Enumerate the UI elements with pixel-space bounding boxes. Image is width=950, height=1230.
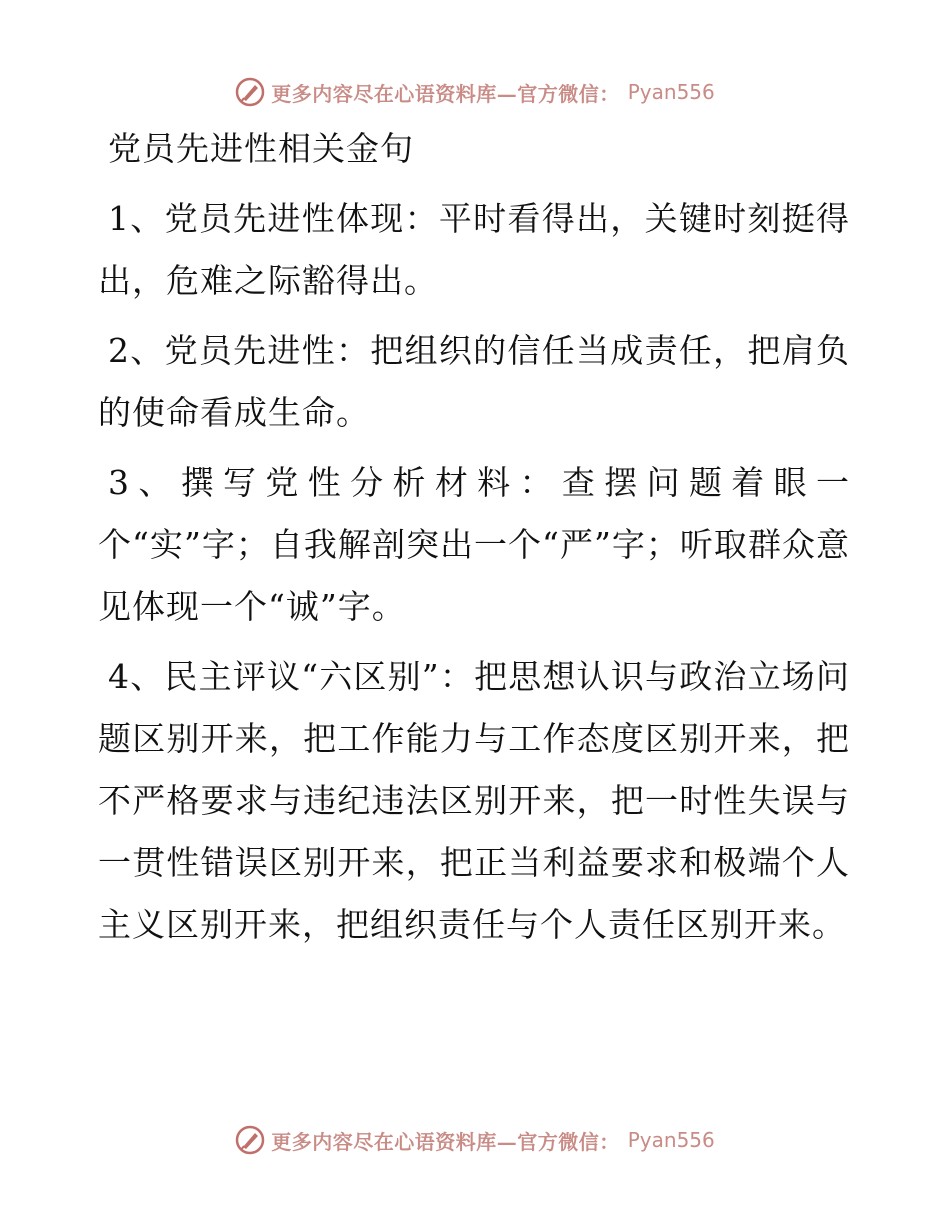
list-item: [98, 320, 850, 444]
header-watermark: [0, 72, 950, 112]
item-text: 党员先进性体现：平时看得出，关键时刻挺得出，危难之际豁得出。: [98, 199, 851, 300]
watermark-wechat-id: Pyan556: [627, 1128, 715, 1152]
list-item: [98, 188, 850, 312]
item-number: 3、: [108, 463, 181, 502]
item-text: 撰写党性分析材料：查摆问题着眼一个“实”字；自我解剖突出一个“严”字；听取群众意见体现一个“诚”字。: [98, 463, 850, 626]
item-text: 党员先进性：把组织的信任当成责任，把肩负的使命看成生命。: [98, 331, 851, 432]
watermark-text: 更多内容尽在心语资料库—官方微信：: [271, 81, 620, 106]
quill-logo-icon: [235, 77, 265, 107]
watermark-wechat-id: Pyan556: [627, 80, 715, 104]
watermark-text: 更多内容尽在心语资料库—官方微信：: [271, 1129, 620, 1154]
list-item: [98, 646, 850, 956]
item-number: 4、: [108, 657, 165, 696]
document-title: 党员先进性相关金句: [108, 129, 414, 168]
item-text: 民主评议“六区别”：把思想认识与政治立场问题区别开来，把工作能力与工作态度区别开来，把不严格要求与违纪违法区别开来，把一时性失误与一贯性错误区别开来，把正当利益要求和极端个人主义区别开来，把组织责任与个人责任区别开来。: [98, 657, 850, 944]
document-body: [98, 188, 850, 964]
quill-logo-icon: [235, 1125, 265, 1155]
list-item: [98, 452, 850, 638]
footer-watermark: [0, 1120, 950, 1160]
item-number: 2、: [108, 331, 165, 370]
item-number: 1、: [108, 199, 165, 238]
